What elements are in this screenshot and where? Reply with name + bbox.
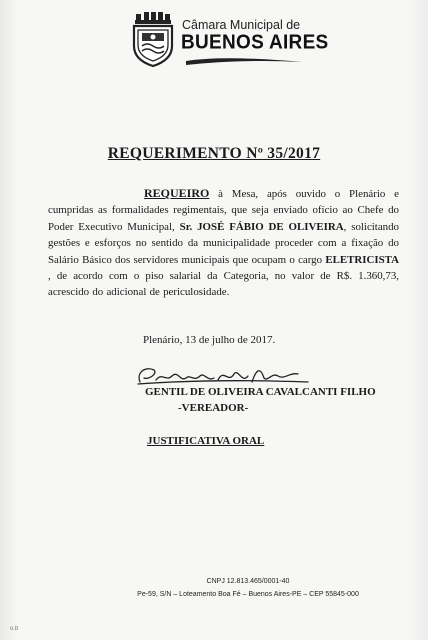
letterhead-line2: BUENOS AIRES: [181, 31, 329, 54]
handwritten-signature: [132, 360, 312, 388]
municipal-crest-logo: [128, 12, 178, 68]
footer-address: Pe-59, S/N – Loteamento Boa Fé – Buenos Aires-PE – CEP 55845-000: [137, 591, 359, 598]
justificativa-heading: JUSTIFICATIVA ORAL: [147, 435, 265, 447]
document-title: REQUERIMENTO Nº 35/2017: [107, 145, 321, 162]
place-date: Plenário, 13 de julho de 2017.: [143, 334, 276, 346]
cargo-name: ELETRICISTA: [325, 253, 399, 266]
body-part3: , de acordo com o piso salarial da Categoria, no valor de R$. 1.360,73, acrescido do adicional de periculosidade.: [48, 270, 399, 299]
footer: [0, 575, 428, 601]
letterhead-line1: Câmara Municipal de: [182, 18, 301, 32]
request-paragraph: [48, 185, 399, 301]
corner-mark: o.b: [10, 626, 19, 632]
letterhead-swoosh: [184, 55, 304, 67]
footer-cnpj: CNPJ 12.813.465/0001-40: [206, 578, 290, 585]
body-part1: à Mesa, após ouvido o Plenário e cumpridas as formalidades regimentais, que seja enviado ofício ao Chefe do Poder Executivo Municipal,: [48, 188, 399, 233]
letterhead: [128, 12, 329, 70]
executive-name: Sr. JOSÉ FÁBIO DE OLIVEIRA: [179, 220, 344, 233]
requeiro-keyword: REQUEIRO: [144, 186, 210, 200]
body-part2: , solicitando gestões e esforços no sentido da municipalidade proceder com a fixação do Salário Básico dos servidores municipais que ocupam o cargo: [48, 220, 399, 266]
signer-role: -VEREADOR-: [178, 402, 249, 414]
signer-name: GENTIL DE OLIVEIRA CAVALCANTI FILHO: [145, 386, 376, 398]
